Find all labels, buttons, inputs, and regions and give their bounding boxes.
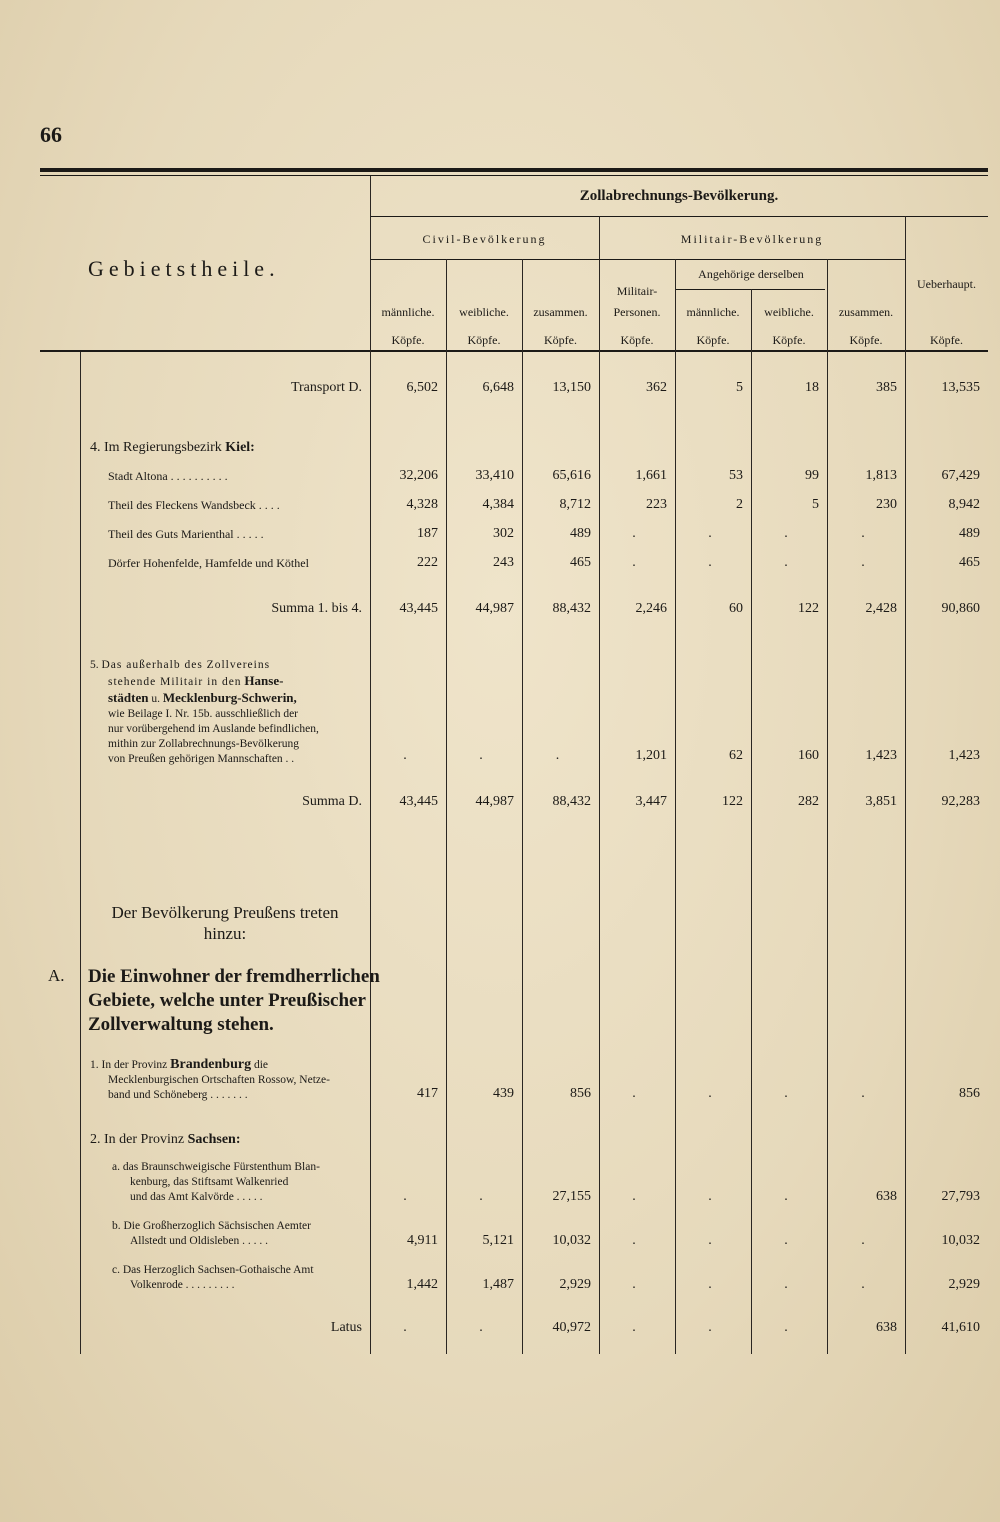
sa-label — [112, 1160, 367, 1205]
cell-latus-col1: . — [403, 1320, 407, 1335]
kiel-num: 4. — [90, 440, 101, 455]
header-ueberhaupt: Ueberhaupt. — [917, 277, 976, 291]
cell-doerfer-col5: . — [708, 555, 712, 570]
unit-koepfe-7: Köpfe. — [849, 333, 883, 347]
der-bevoelkerung-heading — [82, 902, 368, 944]
militair5-num: 5. — [90, 659, 99, 671]
militair5-label — [90, 658, 365, 767]
sc-label — [112, 1263, 367, 1293]
sc-num: c. — [112, 1264, 120, 1276]
rule-angeh-under — [675, 289, 825, 290]
cell-latus-col4: . — [632, 1320, 636, 1335]
cell-doerfer-col8: 465 — [959, 555, 980, 570]
cell-sb-col2: 5,121 — [482, 1233, 514, 1248]
brandenburg-label — [90, 1057, 365, 1103]
cell-wandsbeck-col1: 4,328 — [406, 497, 438, 512]
col-line-8 — [827, 259, 828, 1354]
sb-label — [112, 1219, 367, 1249]
militair5-line1 — [90, 658, 365, 673]
cell-brandenburg-col1: 417 — [417, 1086, 438, 1101]
cell-latus-col2: . — [479, 1320, 483, 1335]
cell-sb-col1: 4,911 — [407, 1233, 438, 1248]
militair5-l3b: u. — [151, 693, 160, 705]
cell-marienthal-col4: . — [632, 526, 636, 541]
brandenburg-num: 1. — [90, 1059, 99, 1071]
cell-sc-col2: 1,487 — [482, 1277, 514, 1292]
doerfer-label: Dörfer Hohenfelde, Hamfelde und Köthel — [108, 556, 309, 570]
cell-marienthal-col3: 489 — [570, 526, 591, 541]
header-bottom-rule — [40, 350, 988, 352]
cell-sb-col7: . — [861, 1233, 865, 1248]
cell-sb-col4: . — [632, 1233, 636, 1248]
cell-militair5-col2: . — [479, 748, 483, 763]
header-civil-weiblich: weibliche. — [459, 305, 509, 319]
sachsen-heading — [90, 1132, 241, 1147]
cell-marienthal-col8: 489 — [959, 526, 980, 541]
cell-sc-col3: 2,929 — [559, 1277, 591, 1292]
brandenburg-line2: Mecklenburgischen Ortschaften Rossow, Netze- — [108, 1074, 330, 1086]
militair5-line7: von Preußen gehörigen Mannschaften . . — [108, 753, 295, 765]
cell-marienthal-col7: . — [861, 526, 865, 541]
cell-summa14-col2: 44,987 — [475, 601, 514, 616]
cell-latus-col6: . — [784, 1320, 788, 1335]
cell-altona-col3: 65,616 — [552, 468, 591, 483]
cell-brandenburg-col5: . — [708, 1086, 712, 1101]
cell-sc-col8: 2,929 — [948, 1277, 980, 1292]
top-rule — [40, 168, 988, 172]
cell-militair5-col1: . — [403, 748, 407, 763]
cell-summa14-col6: 122 — [798, 601, 819, 616]
cell-transport-col6: 18 — [805, 380, 819, 395]
cell-brandenburg-col3: 856 — [570, 1086, 591, 1101]
cell-wandsbeck-col6: 5 — [812, 497, 819, 512]
cell-marienthal-col5: . — [708, 526, 712, 541]
cell-summaD-col5: 122 — [722, 794, 743, 809]
militair5-line6: mithin zur Zollabrechnungs-Bevölkerung — [108, 738, 299, 750]
sachsen-bold: Sachsen: — [187, 1132, 241, 1147]
cell-latus-col3: 40,972 — [552, 1320, 591, 1335]
col-line-2 — [370, 176, 371, 1354]
militair5-l1: Das außerhalb des Zollvereins — [101, 659, 271, 671]
cell-latus-col7: 638 — [876, 1320, 897, 1335]
header-militair-personen-1: Militair- — [616, 284, 658, 298]
cell-marienthal-col6: . — [784, 526, 788, 541]
sc-line2: Volkenrode . . . . . . . . . — [130, 1279, 235, 1291]
kiel-bold: Kiel: — [225, 440, 255, 455]
A-heading — [88, 965, 380, 1037]
col-line-4 — [522, 259, 523, 1354]
cell-altona-col6: 99 — [805, 468, 819, 483]
unit-koepfe-3: Köpfe. — [544, 333, 577, 347]
cell-sa-col7: 638 — [876, 1189, 897, 1204]
cell-altona-col5: 53 — [729, 468, 743, 483]
transport-label: Transport D. — [290, 380, 362, 395]
militair5-line3 — [90, 690, 365, 707]
sb-l1: Die Großherzoglich Sächsischen Aemter — [123, 1220, 311, 1232]
col-line-3 — [446, 259, 447, 1354]
brandenburg-line3: band und Schöneberg . . . . . . . — [108, 1089, 248, 1101]
cell-sa-col1: . — [403, 1189, 407, 1204]
cell-sb-col6: . — [784, 1233, 788, 1248]
top-rule-thin — [40, 175, 988, 176]
cell-summa14-col8: 90,860 — [941, 601, 980, 616]
A-l1: Die Einwohner der fremdherrlichen — [88, 966, 380, 987]
cell-militair5-col7: 1,423 — [865, 748, 897, 763]
unit-koepfe-8: Köpfe. — [930, 333, 963, 347]
cell-sa-col4: . — [632, 1189, 636, 1204]
header-gebietstheile: Gebietstheile. — [88, 256, 280, 281]
cell-summa14-col3: 88,432 — [552, 601, 591, 616]
cell-doerfer-col1: 222 — [417, 555, 438, 570]
unit-koepfe-2: Köpfe. — [467, 333, 501, 347]
unit-koepfe-1: Köpfe. — [391, 333, 425, 347]
cell-sa-col8: 27,793 — [941, 1189, 980, 1204]
cell-summaD-col2: 44,987 — [475, 794, 514, 809]
sc-line1 — [112, 1263, 367, 1278]
militair5-l3c: Mecklenburg-Schwerin, — [162, 690, 297, 705]
cell-summa14-col4: 2,246 — [635, 601, 667, 616]
sb-num: b. — [112, 1220, 121, 1232]
cell-latus-col5: . — [708, 1320, 712, 1335]
header-civil-maennlich: männliche. — [381, 305, 435, 319]
col-line-9 — [905, 216, 906, 1354]
wandsbeck-label: Theil des Fleckens Wandsbeck . . . . — [108, 498, 280, 512]
cell-sc-col1: 1,442 — [406, 1277, 438, 1292]
cell-transport-col5: 5 — [736, 380, 743, 395]
cell-wandsbeck-col4: 223 — [646, 497, 667, 512]
cell-summa14-col5: 60 — [729, 601, 743, 616]
cell-transport-col8: 13,535 — [941, 380, 980, 395]
unit-koepfe-6: Köpfe. — [772, 333, 806, 347]
cell-sb-col5: . — [708, 1233, 712, 1248]
militair5-l2b: Hanse- — [244, 673, 284, 688]
sachsen-text: In der Provinz — [104, 1132, 185, 1147]
summaD-label: Summa D. — [302, 794, 362, 809]
militair5-l2: stehende Militair in den — [108, 676, 242, 688]
header-civil-zusammen: zusammen. — [533, 305, 588, 319]
der-bev-l2: hinzu: — [203, 924, 247, 943]
unit-koepfe-5: Köpfe. — [696, 333, 730, 347]
militair5-line5: nur vorübergehend im Auslande befindlichen, — [108, 723, 319, 735]
kiel-heading — [90, 440, 255, 455]
cell-summaD-col6: 282 — [798, 794, 819, 809]
sa-line2: kenburg, das Stiftsamt Walkenried — [130, 1176, 289, 1188]
cell-wandsbeck-col3: 8,712 — [559, 497, 591, 512]
cell-brandenburg-col4: . — [632, 1086, 636, 1101]
cell-militair5-col8: 1,423 — [948, 748, 980, 763]
rule-civil-under — [370, 259, 905, 260]
col-line-7 — [751, 289, 752, 1354]
header-main: Zollabrechnungs-Bevölkerung. — [579, 188, 779, 204]
sa-l1: das Braunschweigische Fürstenthum Blan- — [122, 1161, 320, 1173]
cell-sc-col5: . — [708, 1277, 712, 1292]
cell-brandenburg-col2: 439 — [493, 1086, 514, 1101]
sb-line2: Allstedt und Oldisleben . . . . . — [130, 1235, 268, 1247]
header-militair-personen-2: Personen. — [613, 305, 661, 319]
cell-brandenburg-col8: 856 — [959, 1086, 980, 1101]
cell-sc-col6: . — [784, 1277, 788, 1292]
cell-altona-col1: 32,206 — [399, 468, 438, 483]
cell-sc-col4: . — [632, 1277, 636, 1292]
header-angeh-maennlich: männliche. — [686, 305, 740, 319]
cell-sb-col3: 10,032 — [552, 1233, 591, 1248]
sc-l1: Das Herzoglich Sachsen-Gothaische Amt — [122, 1264, 314, 1276]
cell-altona-col4: 1,661 — [635, 468, 667, 483]
header-angehoerige: Angehörige derselben — [698, 267, 804, 281]
header-angeh-weiblich: weibliche. — [764, 305, 814, 319]
sa-num: a. — [112, 1161, 120, 1173]
cell-wandsbeck-col2: 4,384 — [482, 497, 514, 512]
latus-label: Latus — [330, 1320, 362, 1335]
cell-sa-col6: . — [784, 1189, 788, 1204]
cell-doerfer-col2: 243 — [493, 555, 514, 570]
cell-brandenburg-col7: . — [861, 1086, 865, 1101]
cell-militair5-col4: 1,201 — [635, 748, 667, 763]
militair5-l3: städten — [108, 690, 149, 705]
unit-koepfe-4: Köpfe. — [620, 333, 654, 347]
cell-latus-col8: 41,610 — [941, 1320, 980, 1335]
cell-transport-col3: 13,150 — [552, 380, 591, 395]
cell-sa-col2: . — [479, 1189, 483, 1204]
cell-doerfer-col3: 465 — [570, 555, 591, 570]
cell-sb-col8: 10,032 — [941, 1233, 980, 1248]
col-line-5 — [599, 216, 600, 1354]
cell-sc-col7: . — [861, 1277, 865, 1292]
cell-sa-col3: 27,155 — [552, 1189, 591, 1204]
rule-main-under — [370, 216, 988, 217]
summa14-label: Summa 1. bis 4. — [271, 601, 362, 616]
militair5-line4: wie Beilage I. Nr. 15b. ausschließlich der — [108, 708, 299, 720]
sa-line3: und das Amt Kalvörde . . . . . — [130, 1191, 263, 1203]
col-line-1 — [80, 352, 81, 1354]
cell-transport-col4: 362 — [646, 380, 667, 395]
cell-summaD-col4: 3,447 — [635, 794, 667, 809]
brandenburg-l1c: die — [253, 1059, 269, 1071]
sachsen-num: 2. — [90, 1132, 101, 1147]
cell-doerfer-col4: . — [632, 555, 636, 570]
cell-transport-col2: 6,648 — [482, 380, 514, 395]
cell-marienthal-col2: 302 — [493, 526, 514, 541]
cell-altona-col8: 67,429 — [941, 468, 980, 483]
brandenburg-line1 — [90, 1057, 365, 1073]
militair5-line2 — [90, 673, 365, 690]
header-civil: Civil-Bevölkerung — [422, 232, 547, 246]
cell-transport-col1: 6,502 — [406, 380, 438, 395]
cell-transport-col7: 385 — [876, 380, 897, 395]
A-l3: Zollverwaltung stehen. — [88, 1014, 274, 1035]
sb-line1 — [112, 1219, 367, 1234]
cell-militair5-col5: 62 — [729, 748, 743, 763]
header-mil-zusammen: zusammen. — [838, 305, 894, 319]
cell-wandsbeck-col8: 8,942 — [948, 497, 980, 512]
cell-altona-col2: 33,410 — [475, 468, 514, 483]
cell-brandenburg-col6: . — [784, 1086, 788, 1101]
cell-marienthal-col1: 187 — [417, 526, 438, 541]
cell-summaD-col8: 92,283 — [941, 794, 980, 809]
cell-wandsbeck-col5: 2 — [736, 497, 743, 512]
cell-altona-col7: 1,813 — [865, 468, 897, 483]
marienthal-label: Theil des Guts Marienthal . . . . . — [108, 527, 264, 541]
cell-summaD-col1: 43,445 — [399, 794, 438, 809]
cell-militair5-col6: 160 — [798, 748, 819, 763]
sa-line1 — [112, 1160, 367, 1175]
cell-summaD-col7: 3,851 — [865, 794, 897, 809]
cell-sa-col5: . — [708, 1189, 712, 1204]
cell-summa14-col7: 2,428 — [865, 601, 897, 616]
A-l2: Gebiete, welche unter Preußischer — [88, 990, 366, 1011]
page-number: 66 — [40, 122, 62, 147]
A-letter: A. — [48, 966, 65, 985]
header-militair: Militair-Bevölkerung — [680, 232, 824, 246]
kiel-text: Im Regierungsbezirk — [104, 440, 222, 455]
col-line-6 — [675, 259, 676, 1354]
brandenburg-l1b: Brandenburg — [170, 1057, 252, 1072]
cell-doerfer-col7: . — [861, 555, 865, 570]
cell-wandsbeck-col7: 230 — [876, 497, 897, 512]
altona-label: Stadt Altona . . . . . . . . . . — [108, 469, 228, 483]
brandenburg-l1a: In der Provinz — [101, 1059, 168, 1071]
cell-doerfer-col6: . — [784, 555, 788, 570]
cell-summaD-col3: 88,432 — [552, 794, 591, 809]
cell-militair5-col3: . — [555, 748, 560, 763]
der-bev-l1: Der Bevölkerung Preußens treten — [111, 903, 339, 922]
cell-summa14-col1: 43,445 — [399, 601, 438, 616]
